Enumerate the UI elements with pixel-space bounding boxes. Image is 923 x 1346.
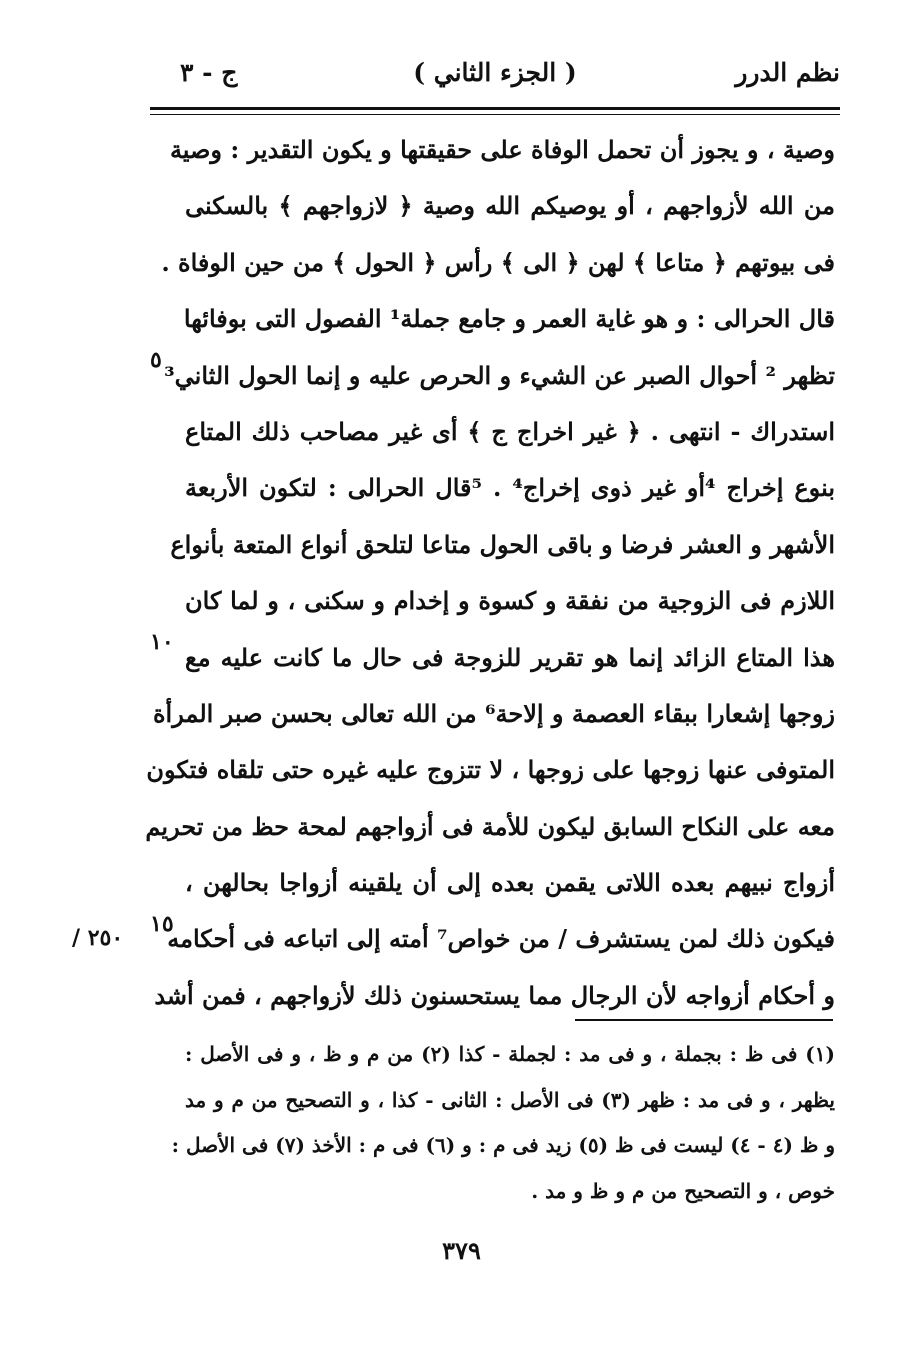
part-title: ( الجزء الثاني ) bbox=[413, 58, 577, 87]
text-line: بنوع إخراج ⁴أو غير ذوى إخراج⁴ . ⁵قال الحرالى : لتكون الأربعة bbox=[185, 473, 836, 503]
volume-label: ج - ٣ bbox=[180, 58, 238, 87]
text-line: فى بيوتهم ﴿ متاعا ﴾ لهن ﴿ الى ﴾ رأس ﴿ الحول ﴾ من حين الوفاة . bbox=[161, 247, 835, 277]
footnote-line: يظهر ، و فى مد : ظهر (٣) فى الأصل : الثانى - كذا ، و التصحيح من م و مد bbox=[185, 1087, 835, 1112]
text-line: فيكون ذلك لمن يستشرف / من خواص⁷ أمته إلى اتباعه فى أحكامه bbox=[167, 924, 835, 954]
footnote-line: (١) فى ظ : بجملة ، و فى مد : لجملة - كذا (٢) من م و ظ ، و فى الأصل : bbox=[185, 1042, 835, 1066]
text-line: تظهر ² أحوال الصبر عن الشيء و الحرص عليه و إنما الحول الثاني³ bbox=[164, 360, 835, 390]
page-number: ٣٧٩ bbox=[442, 1236, 481, 1265]
text-line: و أحكام أزواجه لأن الرجال مما يستحسنون ذلك لأزواجهم ، فمن أشد bbox=[154, 980, 835, 1010]
text-line: من الله لأزواجهم ، أو يوصيكم الله وصية ﴿ لازواجهم ﴾ بالسكنى bbox=[185, 191, 835, 221]
line-number-5: ٥ bbox=[150, 347, 162, 373]
book-title: نظم الدرر bbox=[735, 58, 840, 87]
margin-page-reference: ٢٥٠ / bbox=[72, 925, 124, 951]
footnote-line: و ظ (٤ - ٤) ليست فى ظ (٥) زيد فى م : و (٦) فى م : الأخذ (٧) فى الأصل : bbox=[171, 1133, 835, 1157]
text-line: زوجها إشعارا ببقاء العصمة و إلاحة⁶ من الله تعالى بحسن صبر المرأة bbox=[152, 698, 835, 728]
text-line: الأشهر و العشر فرضا و باقى الحول متاعا لتلحق أنواع المتعة بأنواع bbox=[170, 529, 835, 559]
text-line: اللازم فى الزوجية من نفقة و كسوة و إخدام و سكنى ، و لما كان bbox=[185, 586, 835, 616]
text-line: المتوفى عنها زوجها على زوجها ، لا تتزوج عليه غيره حتى تلقاه فتكون bbox=[146, 755, 835, 785]
line-number-10: ١٠ bbox=[150, 629, 174, 655]
footnote-line: خوص ، و التصحيح من م و ظ و مد . bbox=[531, 1178, 835, 1203]
footnote-separator bbox=[575, 1019, 833, 1021]
page-header bbox=[150, 52, 840, 98]
line-number-15: ١٥ bbox=[150, 911, 174, 937]
text-line: قال الحرالى : و هو غاية العمر و جامع جملة¹ الفصول التى بوفائها bbox=[183, 304, 835, 334]
text-line: استدراك - انتهى . ﴿ غير اخراج ج ﴾ أى غير مصاحب ذلك المتاع bbox=[185, 416, 835, 446]
header-rule-thin bbox=[150, 114, 840, 115]
footnotes bbox=[171, 1032, 835, 1214]
header-rule-thick bbox=[150, 107, 840, 110]
text-line: أزواج نبيهم بعده اللاتى يقمن بعده إلى أن يلقينه أزواجا بحالهن ، bbox=[185, 868, 835, 898]
text-line: وصية ، و يجوز أن تحمل الوفاة على حقيقتها و يكون التقدير : وصية bbox=[169, 135, 835, 164]
text-line: معه على النكاح السابق ليكون للأمة فى أزواجهم لمحة حظ من تحريم bbox=[145, 811, 835, 841]
text-line: هذا المتاع الزائد إنما هو تقرير للزوجة فى حال ما كانت عليه مع bbox=[185, 642, 835, 672]
